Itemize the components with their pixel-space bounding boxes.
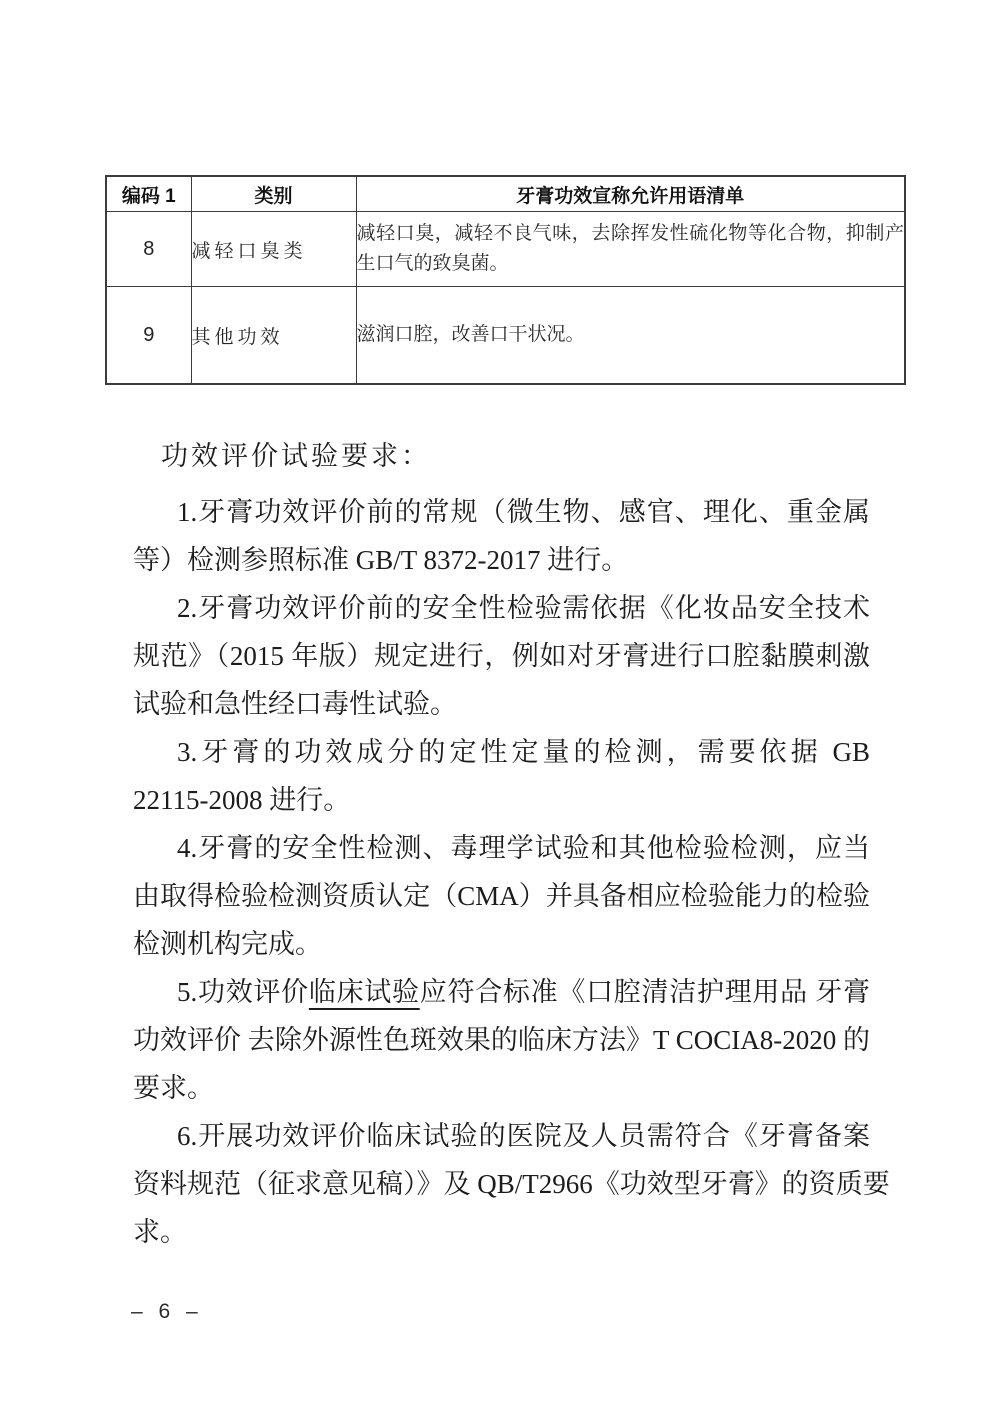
para6-text: 求。 (133, 1217, 187, 1247)
para4-text: 由取得检验检测资质认定（CMA）并具备相应检验能力的检验 (133, 881, 870, 911)
para5-line1 (133, 968, 870, 1016)
para5-line2 (133, 1016, 870, 1064)
section-heading-text: 功效评价试验要求： (161, 441, 431, 471)
para5-text: 应符合标准《口腔清洁护理用品 牙膏 (419, 977, 871, 1007)
para2-text: 试验和急性经口毒性试验。 (133, 689, 457, 719)
category-cell: 减轻口臭类 (191, 212, 356, 287)
para2-line1 (133, 584, 870, 632)
page-number: – 6 – (131, 1300, 203, 1323)
para2-line2 (133, 632, 870, 680)
standard-code-text: QB/T2966 (477, 1169, 593, 1199)
para6-text: 的资质要 (781, 1169, 890, 1199)
table-header-row (106, 176, 905, 212)
para1-text: 1.牙膏功效评价前的常规（微生物、感官、理化、重金属 (177, 497, 870, 527)
para6-text: 资料规范（征求意见稿）》及 (133, 1169, 478, 1199)
para4-line3 (133, 920, 870, 968)
standard-title-text: 《功效型牙膏》 (592, 1169, 782, 1199)
para3-line2 (133, 776, 870, 824)
para5-text: 要求。 (133, 1073, 214, 1103)
para4-line2 (133, 872, 870, 920)
para4-line1 (133, 824, 870, 872)
code-cell: 9 (106, 287, 191, 385)
para4-text: 4.牙膏的安全性检测、毒理学试验和其他检验检测，应当 (177, 833, 870, 863)
table-header-claims: 牙膏功效宣称允许用语清单 (356, 176, 905, 212)
para6-line2 (133, 1160, 890, 1208)
para5-text: 功效评价 去除外源性色斑效果的临床方法》T COCIA8-2020 的 (133, 1025, 870, 1055)
para2-text: 规范》（2015 年版）规定进行，例如对牙膏进行口腔黏膜刺激 (133, 641, 870, 671)
para4-text: 检测机构完成。 (133, 929, 322, 959)
section-heading (133, 432, 870, 480)
claims-table (105, 175, 906, 385)
para1-line1 (133, 488, 870, 536)
para3-text: 3.牙膏的功效成分的定性定量的检测，需要依据 GB (177, 737, 870, 767)
table-row (106, 287, 905, 385)
category-cell: 其他功效 (191, 287, 356, 385)
claims-cell: 减轻口臭，减轻不良气味，去除挥发性硫化物等化合物，抑制产生口气的致臭菌。 (356, 212, 905, 287)
code-cell: 8 (106, 212, 191, 287)
para5-text: 5.功效评价 (177, 977, 309, 1007)
para5-line3 (133, 1064, 870, 1112)
para2-line3 (133, 680, 870, 728)
body-text (133, 432, 890, 1256)
claims-cell: 滋润口腔，改善口干状况。 (356, 287, 905, 385)
para6-line1 (133, 1112, 870, 1160)
para1-text: 等）检测参照标准 GB/T 8372-2017 进行。 (133, 545, 629, 575)
para1-line2 (133, 536, 870, 584)
table-header-code: 编码 1 (106, 176, 191, 212)
underlined-text: 临床试验 (308, 977, 420, 1007)
para3-text: 22115-2008 进行。 (133, 785, 351, 815)
para6-text: 6.开展功效评价临床试验的医院及人员需符合《牙膏备案 (177, 1121, 870, 1151)
table-row (106, 212, 905, 287)
table-header-category: 类别 (191, 176, 356, 212)
para3-line1 (133, 728, 870, 776)
para2-text: 2.牙膏功效评价前的安全性检验需依据《化妆品安全技术 (177, 593, 870, 623)
para6-line3 (133, 1208, 870, 1256)
